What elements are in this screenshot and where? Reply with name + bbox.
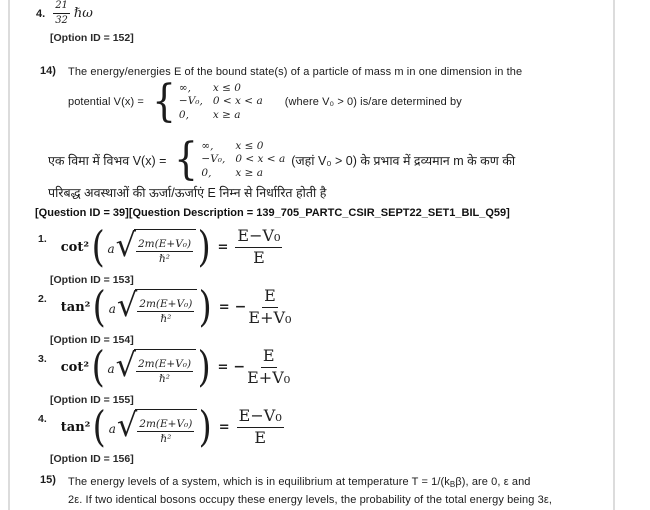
piecewise-condition: x ≤ 0 [235,140,264,153]
option-id-154: [Option ID = 154] [50,334,134,346]
radicand-denominator: ℏ² [159,253,171,265]
fraction-numerator: 21 [53,0,70,14]
open-paren: ( [92,402,107,451]
variable-a: a [108,422,116,436]
question-15-number: 15) [40,474,56,486]
square-root [115,346,196,385]
hbar-omega: ℏω [73,6,93,21]
piecewise-condition: 0 < x < a [212,95,263,108]
prev-option-formula [36,0,93,26]
square-root [115,226,196,265]
radical-icon: √ [116,406,138,444]
left-brace: { [151,76,176,127]
variable-a: a [107,242,115,256]
hindi-suffix: (जहां V₀ > 0) के प्रभाव में द्रव्यमान m के कण की [291,153,516,168]
radicand-numerator: 2m(E+V₀) [137,298,194,312]
rhs-numerator: E−V₀ [237,407,284,427]
square-root [116,286,197,325]
option-3 [38,344,290,390]
piecewise-row [201,153,285,166]
rhs-denominator: E [253,247,265,267]
fraction-21-32 [53,0,70,26]
option-1-formula [60,222,283,271]
option-id-153: [Option ID = 153] [50,274,134,286]
radicand-denominator: ℏ² [160,313,172,325]
equals-sign: = [218,299,230,315]
open-paren: ( [92,282,107,331]
piecewise-row [201,167,285,180]
option-number: 2. [38,293,47,305]
radicand-numerator: 2m(E+V₀) [136,238,193,252]
question-14-line2 [68,76,462,127]
question-15-line1 [68,476,531,489]
piecewise-potential [150,76,263,127]
option-4 [38,404,284,450]
rhs-numerator: E [262,287,278,307]
rhs-numerator: E−V₀ [235,227,282,247]
option-number: 3. [38,353,47,365]
option-id-152: [Option ID = 152] [50,32,134,44]
radicand-denominator: ℏ² [160,433,172,445]
minus-sign: − [233,359,246,375]
option-2 [38,284,291,330]
piecewise-row [179,82,263,95]
piecewise-row [201,140,285,153]
fraction-denominator: 32 [55,14,68,26]
option-number: 4. [38,413,47,425]
option-number: 4. [36,8,46,20]
piecewise-value: −V₀, [201,153,226,166]
option-3-formula [60,342,291,391]
option-2-formula [60,282,292,331]
option-id-156: [Option ID = 156] [50,453,134,465]
piecewise-value: −V₀, [178,95,203,108]
radical-icon: √ [115,346,136,384]
piecewise-condition: 0 < x < a [235,153,286,166]
q15-text-b: β), are 0, ε and [455,476,531,488]
question-14-number: 14) [40,65,56,77]
equals-sign: = [217,359,229,375]
page-left-edge [8,0,10,510]
rhs-fraction [237,407,284,447]
rhs-fraction [235,227,282,267]
close-paren: ) [197,342,211,391]
radicand-denominator: ℏ² [159,373,171,385]
trig-function: cot² [60,239,90,255]
radical-icon: √ [115,226,136,264]
left-brace: { [174,134,199,185]
trig-function: tan² [60,299,91,315]
piecewise-potential-hindi [172,134,286,185]
trig-function: cot² [60,359,90,375]
question-id-line: [Question ID = 39][Question Description = 139_705_PARTC_CSIR_SEPT22_SET1_BIL_Q59] [35,207,510,219]
piecewise-condition: x ≥ a [235,166,264,179]
variable-a: a [107,362,115,376]
variable-a: a [108,302,116,316]
rhs-fraction [248,287,291,327]
equals-sign: = [217,239,229,255]
rhs-numerator: E [261,347,277,367]
piecewise-value: 0, [178,108,189,121]
piecewise-condition: x ≤ 0 [212,82,241,95]
option-1 [38,224,282,270]
question-14-hindi-line1 [48,134,516,185]
rhs-fraction [247,347,290,387]
open-paren: ( [91,222,105,271]
piecewise-condition: x ≥ a [212,108,241,121]
radicand-numerator: 2m(E+V₀) [136,358,193,372]
open-paren: ( [91,342,105,391]
close-paren: ) [197,222,211,271]
piecewise-value: 0, [201,166,212,179]
rhs-denominator: E+V₀ [248,307,292,327]
page-right-edge [613,0,615,510]
equals-sign: = [218,419,230,435]
piecewise-row [179,95,263,108]
piecewise-value: ∞, [201,140,214,153]
potential-prefix: potential V(x) = [68,96,144,108]
q15-text-a: The energy levels of a system, which is in equilibrium at temperature T = 1/(k [68,476,450,488]
where-clause: (where V₀ > 0) is/are determined by [284,96,462,108]
radicand-numerator: 2m(E+V₀) [137,418,194,432]
question-14-hindi-line2: परिबद्ध अवस्थाओं की ऊर्जा/ऊर्जाएं E निम्न से निर्धारित होती है [48,186,327,200]
square-root [116,406,197,445]
option-4-formula [60,402,284,451]
question-15-line2: 2ε. If two identical bosons occupy these energy levels, the probability of the total energy being 3ε, [68,494,553,506]
question-14-line1: The energy/energies E of the bound state(s) of a particle of mass m in one dimension in the [68,66,523,78]
minus-sign: − [234,299,247,315]
close-paren: ) [199,402,213,451]
piecewise-value: ∞, [178,82,191,95]
k-boltzmann-subscript: B [449,480,456,489]
option-number: 1. [38,233,47,245]
close-paren: ) [199,282,213,331]
radical-icon: √ [116,286,138,324]
trig-function: tan² [60,419,91,435]
piecewise-row [179,109,263,122]
hindi-prefix: एक विमा में विभव V(x) = [48,153,167,168]
rhs-denominator: E+V₀ [247,367,291,387]
option-id-155: [Option ID = 155] [50,394,134,406]
rhs-denominator: E [254,427,267,447]
